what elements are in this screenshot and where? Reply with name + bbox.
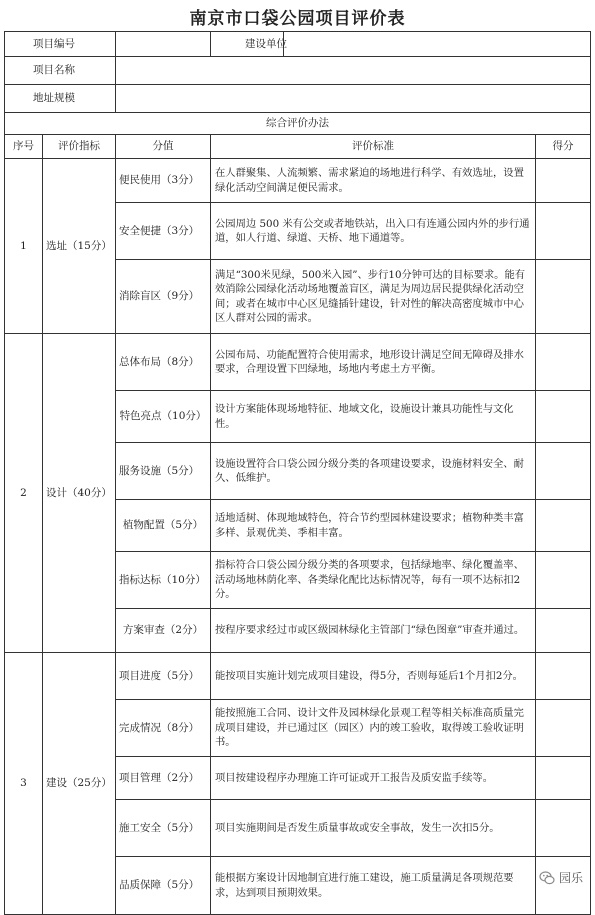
builder-label: 建设单位 bbox=[211, 32, 284, 56]
group-number: 1 bbox=[5, 159, 43, 334]
builder-field[interactable] bbox=[284, 32, 590, 56]
address-label: 地址规模 bbox=[5, 85, 116, 113]
header-indicator: 评价指标 bbox=[43, 135, 116, 159]
item-points-field[interactable] bbox=[536, 757, 591, 800]
item-score: 品质保障（5分） bbox=[116, 857, 211, 915]
table-row bbox=[5, 159, 591, 203]
section-row bbox=[5, 113, 591, 135]
item-points-field[interactable] bbox=[536, 800, 591, 857]
item-standard: 项目按建设程序办理施工许可证或开工报告及质安监手续等。 bbox=[211, 757, 536, 800]
item-standard: 指标符合口袋公园分级分类的各项要求，包括绿地率、绿化覆盖率、活动场地林荫化率、各类绿化配比达标情况等，每有一项不达标扣2分。 bbox=[211, 552, 536, 609]
item-standard: 设施设置符合口袋公园分级分类的各项建设要求，设施材料安全、耐久、低维护。 bbox=[211, 443, 536, 500]
address-field[interactable] bbox=[116, 85, 591, 113]
evaluation-table bbox=[4, 31, 591, 915]
project-name-label: 项目名称 bbox=[5, 57, 116, 85]
item-points-field[interactable] bbox=[536, 203, 591, 260]
item-points-field[interactable] bbox=[536, 609, 591, 653]
header-row bbox=[5, 135, 591, 159]
item-score: 指标达标（10分） bbox=[116, 552, 211, 609]
project-no-label: 项目编号 bbox=[5, 32, 116, 57]
item-points-field[interactable] bbox=[536, 159, 591, 203]
item-points-field[interactable] bbox=[536, 391, 591, 443]
item-points-field[interactable] bbox=[536, 443, 591, 500]
item-standard: 公园布局、功能配置符合使用需求，地形设计满足空间无障碍及排水要求，合理设置下凹绿地，场地内考虑土方平衡。 bbox=[211, 334, 536, 391]
item-score: 消除盲区（9分） bbox=[116, 260, 211, 334]
item-score: 便民使用（3分） bbox=[116, 159, 211, 203]
item-score: 服务设施（5分） bbox=[116, 443, 211, 500]
item-score: 项目进度（5分） bbox=[116, 653, 211, 700]
info-row-project-no bbox=[5, 32, 591, 57]
item-standard: 能按照施工合同、设计文件及园林绿化景观工程等相关标准高质量完成项目建设，并已通过区（园区）内的竣工验收，取得竣工验收证明书。 bbox=[211, 700, 536, 757]
item-score: 完成情况（8分） bbox=[116, 700, 211, 757]
item-points-field[interactable] bbox=[536, 500, 591, 552]
item-standard: 能按项目实施计划完成项目建设，得5分，否则每延后1个月扣2分。 bbox=[211, 653, 536, 700]
header-score: 分值 bbox=[116, 135, 211, 159]
item-standard: 项目实施期间是否发生质量事故或安全事故，发生一次扣5分。 bbox=[211, 800, 536, 857]
wechat-icon bbox=[539, 870, 555, 886]
item-score: 施工安全（5分） bbox=[116, 800, 211, 857]
item-score: 植物配置（5分） bbox=[116, 500, 211, 552]
project-name-field[interactable] bbox=[116, 57, 591, 85]
item-standard: 适地适树、体现地域特色，符合节约型园林建设要求；植物种类丰富多样、景观优美、季相丰富。 bbox=[211, 500, 536, 552]
header-points: 得分 bbox=[536, 135, 591, 159]
header-standard: 评价标准 bbox=[211, 135, 536, 159]
item-points-field[interactable] bbox=[536, 334, 591, 391]
item-standard: 按程序要求经过市或区级园林绿化主管部门“绿色图章”审查并通过。 bbox=[211, 609, 536, 653]
header-no: 序号 bbox=[5, 135, 43, 159]
info-row-address bbox=[5, 85, 591, 113]
item-score: 安全便捷（3分） bbox=[116, 203, 211, 260]
project-no-field[interactable] bbox=[116, 32, 211, 57]
item-points-field[interactable] bbox=[536, 260, 591, 334]
group-indicator: 选址（15分） bbox=[43, 159, 116, 334]
watermark bbox=[537, 868, 585, 887]
group-number: 3 bbox=[5, 653, 43, 915]
item-standard: 满足“300米见绿，500米入园”、步行10分钟可达的目标要求。能有效消除公园绿化活动场地覆盖盲区，满足为周边居民提供绿化活动空间；或者在城市中心区见缝插针建设，针对性的解决高密度城市中心区人群对公园的需求。 bbox=[211, 260, 536, 334]
item-standard: 能根据方案设计因地制宜进行施工建设，施工质量满足各项规范要求，达到项目预期效果。 bbox=[211, 857, 536, 915]
table-row bbox=[5, 653, 591, 700]
group-number: 2 bbox=[5, 334, 43, 653]
group-indicator: 设计（40分） bbox=[43, 334, 116, 653]
item-points-field[interactable] bbox=[536, 653, 591, 700]
item-standard: 设计方案能体现场地特征、地域文化，设施设计兼具功能性与文化性。 bbox=[211, 391, 536, 443]
item-points-field[interactable] bbox=[536, 552, 591, 609]
item-standard: 在人群聚集、人流频繁、需求紧迫的场地进行科学、有效选址，设置绿化活动空间满足便民需求。 bbox=[211, 159, 536, 203]
watermark-text: 园乐 bbox=[558, 871, 583, 885]
item-points-field[interactable] bbox=[536, 700, 591, 757]
item-score: 项目管理（2分） bbox=[116, 757, 211, 800]
page-title: 南京市口袋公园项目评价表 bbox=[189, 9, 406, 29]
item-score: 特色亮点（10分） bbox=[116, 391, 211, 443]
info-row-project-name bbox=[5, 57, 591, 85]
item-score: 总体布局（8分） bbox=[116, 334, 211, 391]
group-indicator: 建设（25分） bbox=[43, 653, 116, 915]
section-title: 综合评价办法 bbox=[5, 113, 591, 135]
item-standard: 公园周边 500 米有公交或者地铁站，出入口有连通公园内外的步行通道，如人行道、绿道、天桥、地下通道等。 bbox=[211, 203, 536, 260]
table-row bbox=[5, 334, 591, 391]
item-score: 方案审查（2分） bbox=[116, 609, 211, 653]
